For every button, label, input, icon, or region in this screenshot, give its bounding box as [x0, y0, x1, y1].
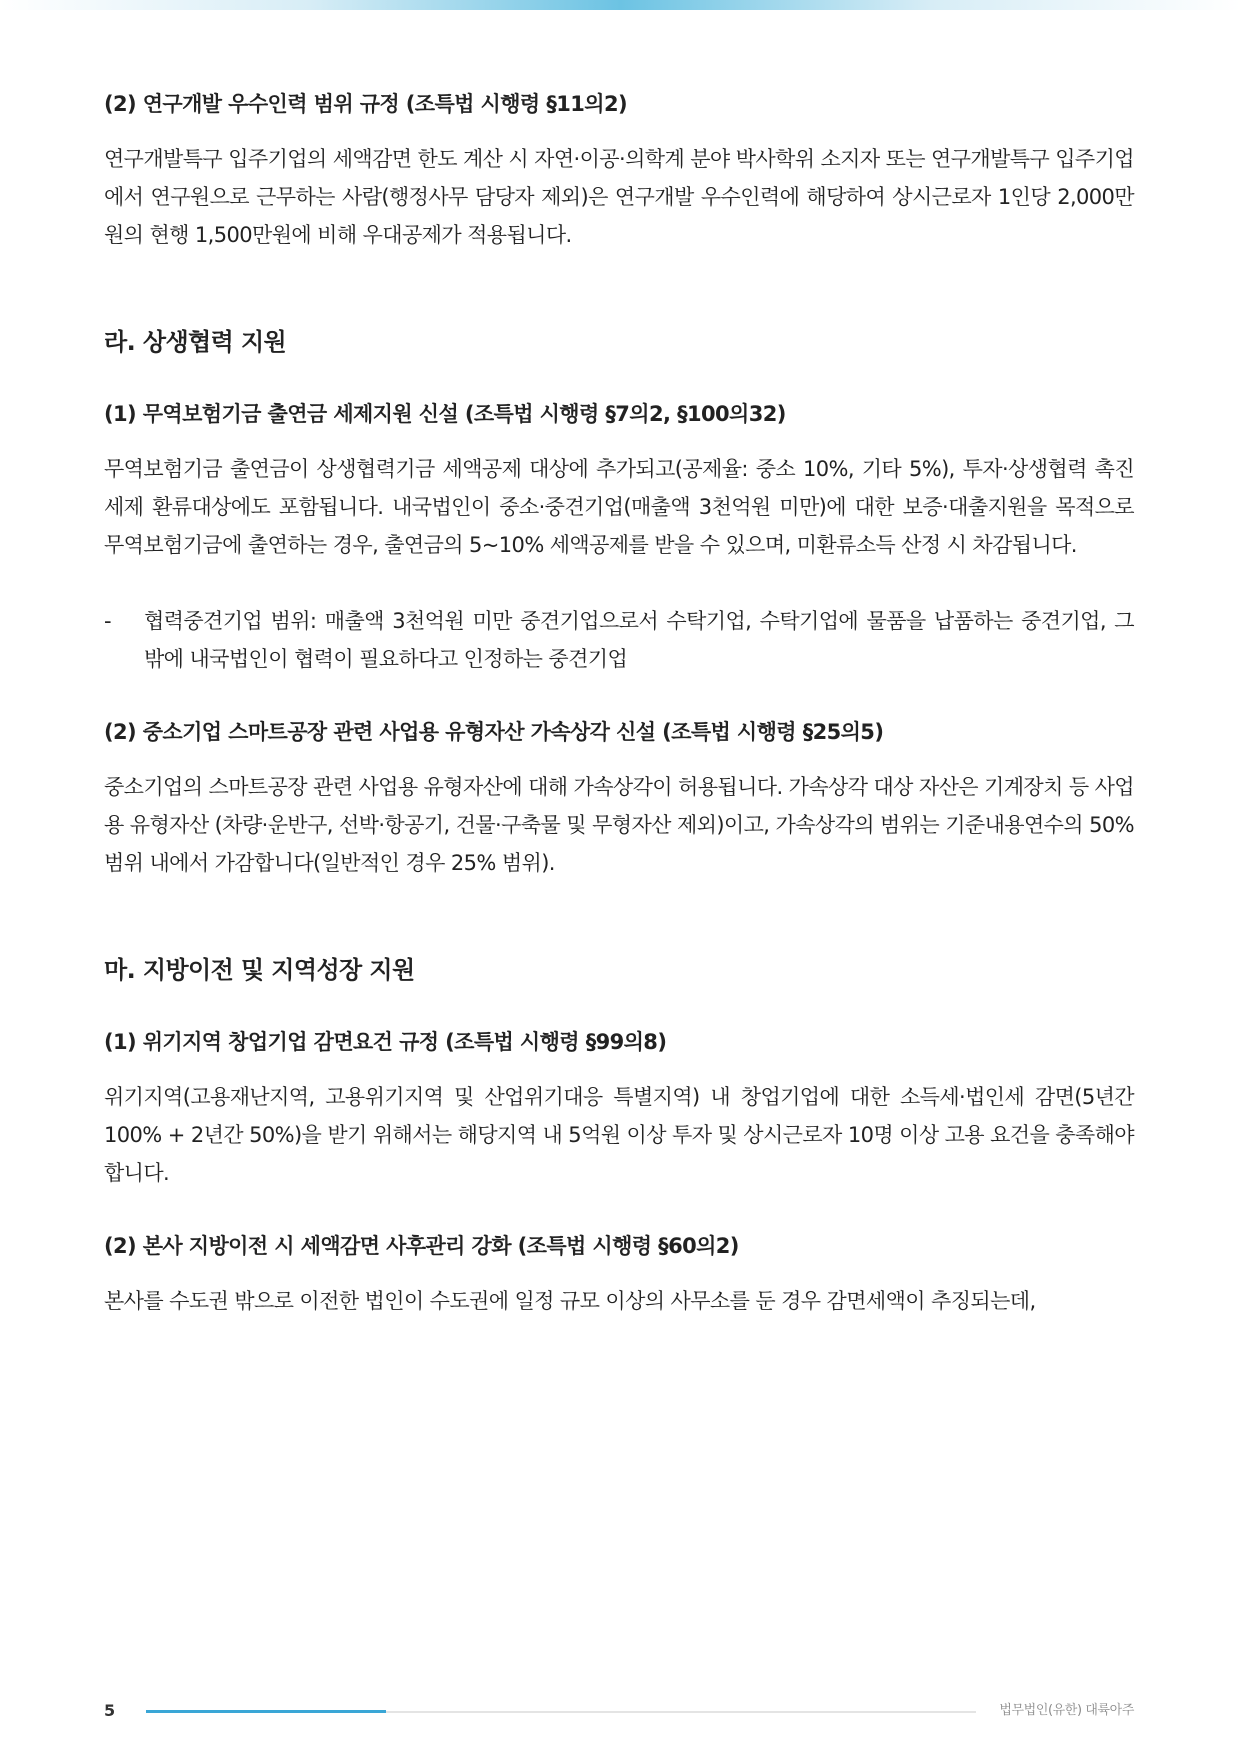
paragraph-rnd-talent: 연구개발특구 입주기업의 세액감면 한도 계산 시 자연·이공·의학계 분야 박사학위 소지자 또는 연구개발특구 입주기업에서 연구원으로 근무하는 사람(행정사무 담당자 제외)은 연구개발 우수인력에 해당하여 상시근로자 1인당 2,000만원의 현행 1,500만원에 비해 우대공제가 적용됩니다. — [104, 147, 1134, 247]
page-footer — [104, 1696, 1134, 1726]
paragraph-crisis-region: 위기지역(고용재난지역, 고용위기지역 및 산업위기대응 특별지역) 내 창업기업에 대한 소득세·법인세 감면(5년간 100% + 2년간 50%)을 받기 위해서는 해당지역 내 5억원 이상 투자 및 상시근로자 10명 이상 고용 요건을 충족해야 합니다. — [104, 1085, 1134, 1185]
bullet-dash: - — [104, 609, 111, 633]
bullet-text: 협력중견기업 범위: 매출액 3천억원 미만 중견기업으로서 수탁기업, 수탁기업에 물품을 납품하는 중견기업, 그 밖에 내국법인이 협력이 필요하다고 인정하는 중견기업 — [144, 609, 1134, 671]
paragraph-smart-factory: 중소기업의 스마트공장 관련 사업용 유형자산에 대해 가속상각이 허용됩니다. 가속상각 대상 자산은 기계장치 등 사업용 유형자산 (차량·운반구, 선박·항공기, 건물·구축물 및 무형자산 제외)이고, 가속상각의 범위는 기준내용연수의 50% 범위 내에서 가감합니다(일반적인 경우 25% 범위). — [104, 775, 1134, 875]
subsection-title-smart-factory: (2) 중소기업 스마트공장 관련 사업용 유형자산 가속상각 신설 (조특법 시행령 §25의5) — [104, 720, 884, 744]
footer-divider-accent — [146, 1710, 386, 1713]
document-body — [104, 88, 1134, 1320]
page-number: 5 — [104, 1701, 116, 1720]
top-gradient-bar — [0, 0, 1241, 10]
subsection-title-hq-relocation: (2) 본사 지방이전 시 세액감면 사후관리 강화 (조특법 시행령 §60의2) — [104, 1234, 739, 1258]
paragraph-hq-relocation: 본사를 수도권 밖으로 이전한 법인이 수도권에 일정 규모 이상의 사무소를 둔 경우 감면세액이 추징되는데, — [104, 1289, 1036, 1313]
firm-name: 법무법인(유한) 대륙아주 — [999, 1703, 1134, 1718]
subsection-title-rnd-talent: (2) 연구개발 우수인력 범위 규정 (조특법 시행령 §11의2) — [104, 92, 627, 116]
section-title-regional-growth: 마. 지방이전 및 지역성장 지원 — [104, 956, 415, 984]
section-title-win-win: 라. 상생협력 지원 — [104, 328, 287, 356]
bullet-item-cooperative-midsize — [104, 602, 1134, 678]
paragraph-trade-insurance: 무역보험기금 출연금이 상생협력기금 세액공제 대상에 추가되고(공제율: 중소 10%, 기타 5%), 투자·상생협력 촉진세제 환류대상에도 포함됩니다. 내국법인이 중소·중견기업(매출액 3천억원 미만)에 대한 보증·대출지원을 목적으로 무역보험기금에 출연하는 경우, 출연금의 5~10% 세액공제를 받을 수 있으며, 미환류소득 산정 시 차감됩니다. — [104, 457, 1134, 557]
subsection-title-trade-insurance: (1) 무역보험기금 출연금 세제지원 신설 (조특법 시행령 §7의2, §100의32) — [104, 402, 786, 426]
subsection-title-crisis-region: (1) 위기지역 창업기업 감면요건 규정 (조특법 시행령 §99의8) — [104, 1030, 667, 1054]
